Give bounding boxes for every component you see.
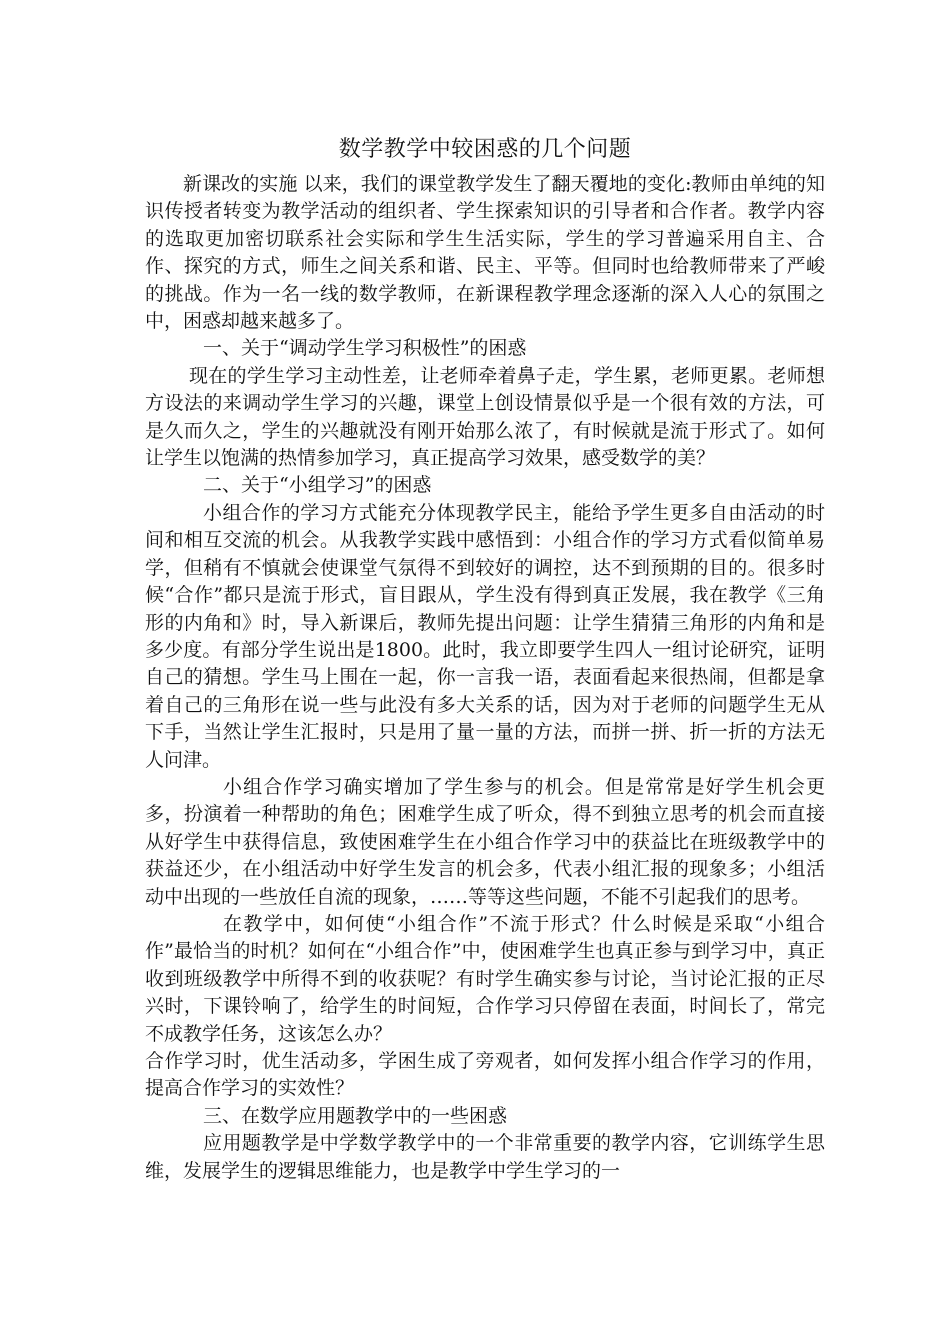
- section-2-paragraph-4: 合作学习时，优生活动多，学困生成了旁观者，如何发挥小组合作学习的作用，提高合作学习的实效性？: [145, 1050, 825, 1100]
- document-title: 数学教学中较困惑的几个问题: [338, 137, 632, 162]
- section-heading-1: 一、关于“调动学生学习积极性”的困惑: [203, 337, 527, 360]
- section-2-paragraph-3: 在教学中，如何使“小组合作”不流于形式？什么时候是采取“小组合作”最恰当的时机？如何在“小组合作”中，使困难学生也真正参与到学习中，真正收到班级教学中所得不到的收获呢？有时学生确实参与讨论，当讨论汇报的正尽兴时，下课铃响了，给学生的时间短，合作学习只停留在表面，时间长了，常完不成教学任务，这该怎么办？: [145, 912, 825, 1045]
- document-body: [145, 133, 825, 1185]
- intro-paragraph: 新课改的实施 以来，我们的课堂教学发生了翻天覆地的变化:教师由单纯的知识传授者转变为教学活动的组织者、学生探索知识的引导者和合作者。教学内容的选取更加密切联系社会实际和学生生活实际，学生的学习普遍采用自主、合作、探究的方式，师生之间关系和谐、民主、平等。但同时也给教师带来了严峻的挑战。作为一名一线的数学教师，在新课程教学理念逐渐的深入人心的氛围之中，困惑却越来越多了。: [145, 173, 825, 333]
- section-heading-2: 二、关于“小组学习”的困惑: [203, 474, 432, 497]
- section-3-paragraph: 应用题教学是中学数学教学中的一个非常重要的教学内容，它训练学生思维，发展学生的逻辑思维能力，也是教学中学生学习的一: [145, 1132, 825, 1182]
- section-2-paragraph-2: 小组合作学习确实增加了学生参与的机会。但是常常是好学生机会更多，扮演着一种帮助的角色；困难学生成了听众，得不到独立思考的机会而直接从好学生中获得信息，致使困难学生在小组合作学习中的获益比在班级教学中的获益还少，在小组活动中好学生发言的机会多，代表小组汇报的现象多；小组活动中出现的一些放任自流的现象，……等等这些问题，不能不引起我们的思考。: [145, 775, 825, 908]
- section-heading-3: 三、在数学应用题教学中的一些困惑: [203, 1104, 508, 1127]
- section-2-paragraph-1: 小组合作的学习方式能充分体现教学民主，能给予学生更多自由活动的时间和相互交流的机会。从我教学实践中感悟到：小组合作的学习方式看似简单易学，但稍有不慎就会使课堂气氛得不到较好的调控，达不到预期的目的。很多时候“合作”都只是流于形式，盲目跟从，学生没有得到真正发展，我在教学《三角形的内角和》时，导入新课后，教师先提出问题：让学生猜猜三角形的内角和是多少度。有部分学生说出是1800。此时，我立即要学生四人一组讨论研究，证明自己的猜想。学生马上围在一起，你一言我一语，表面看起来很热闹，但都是拿着自己的三角形在说一些与此没有多大关系的话，因为对于老师的问题学生无从下手，当然让学生汇报时，只是用了量一量的方法，而拼一拼、折一折的方法无人问津。: [145, 501, 825, 771]
- section-1-paragraph: 现在的学生学习主动性差，让老师牵着鼻子走，学生累，老师更累。老师想方设法的来调动学生学习的兴趣，课堂上创设情景似乎是一个很有效的方法，可是久而久之，学生的兴趣就没有刚开始那么浓了，有时候就是流于形式了。如何让学生以饱满的热情参加学习，真正提高学习效果，感受数学的美？: [145, 364, 825, 470]
